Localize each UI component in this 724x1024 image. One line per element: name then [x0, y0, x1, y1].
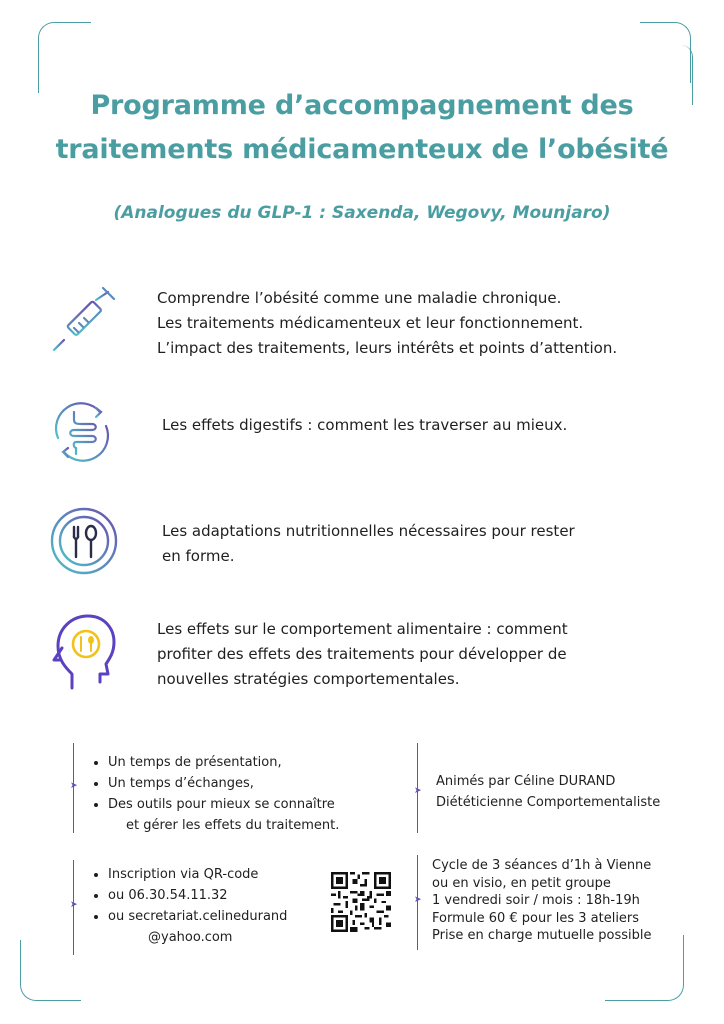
cycle-line-5: Prise en charge mutuelle possible [432, 928, 652, 943]
item-1-line-2: Les traitements médicamenteux et leur fonctionnement. [157, 314, 584, 332]
cutlery-circle-icon [48, 505, 120, 577]
animator-block [436, 771, 660, 813]
arrow-tick-animator: ➤ [414, 786, 422, 796]
contact-phone: • ou 06.30.54.11.32 [108, 885, 287, 906]
item-4-line-3: nouvelles stratégies comportementales. [157, 670, 460, 688]
item-4-line-2: profiter des effets des traitements pour développer de [157, 645, 567, 663]
arrow-tick-contact: ➤ [70, 900, 78, 910]
item-text-2 [162, 413, 567, 438]
qr-code-icon [331, 872, 391, 932]
cycle-line-4: Formule 60 € pour les 3 ateliers [432, 910, 640, 926]
item-3-line-2: en forme. [162, 547, 235, 565]
frame-corner-bottom-right [605, 935, 684, 1001]
cycle-line-3: 1 vendredi soir / mois : 18h-19h [432, 893, 640, 908]
syringe-icon [48, 286, 118, 356]
item-2-line-1: Les effets digestifs : comment les traverser au mieux. [162, 416, 568, 434]
item-4-line-1: Les effets sur le comportement alimentaire : comment [157, 620, 568, 638]
frame-corner-bottom-left [20, 940, 81, 1001]
page-title [20, 84, 704, 172]
title-line-2: traitements médicamenteux de l’obésité [55, 134, 669, 165]
cycle-line-2: ou en visio, en petit groupe [432, 875, 611, 891]
arrow-tick-format: ➤ [70, 781, 78, 791]
item-1-line-3: L’impact des traitements, leurs intérêts et points d’attention. [157, 339, 618, 357]
contact-bullet-1: • Inscription via QR-code [108, 864, 287, 885]
item-text-3 [162, 519, 575, 569]
item-text-1 [157, 286, 617, 361]
page-subtitle: (Analogues du GLP-1 : Saxenda, Wegovy, Mounjaro) [113, 203, 611, 223]
cycle-line-1: Cycle de 3 séances d’1h à Vienne [432, 858, 652, 873]
title-line-1: Programme d’accompagnement des [90, 90, 634, 121]
format-list [90, 752, 339, 836]
item-text-4 [157, 617, 568, 692]
item-1-line-1: Comprendre l’obésité comme une maladie chronique. [157, 289, 562, 307]
format-bullet-1: • Un temps de présentation, [108, 752, 339, 773]
animator-name: Animés par Céline DURAND [436, 774, 616, 789]
format-continuation: et gérer les effets du traitement. [126, 818, 340, 833]
cycle-block [432, 857, 652, 945]
animator-role: Diététicienne Comportementaliste [436, 795, 661, 810]
contact-list [90, 864, 287, 948]
format-bullet-3: • Des outils pour mieux se connaître [108, 794, 339, 815]
head-food-icon [48, 612, 120, 692]
arrow-tick-cycle: ➤ [414, 895, 422, 905]
contact-email: • ou secretariat.celinedurand [108, 906, 287, 927]
item-3-line-1: Les adaptations nutritionnelles nécessaires pour rester [162, 522, 575, 540]
digestive-system-icon [48, 398, 116, 466]
format-bullet-2: • Un temps d’échanges, [108, 773, 339, 794]
contact-email-domain: @yahoo.com [148, 930, 233, 945]
frame-corner-top-left [38, 22, 91, 93]
